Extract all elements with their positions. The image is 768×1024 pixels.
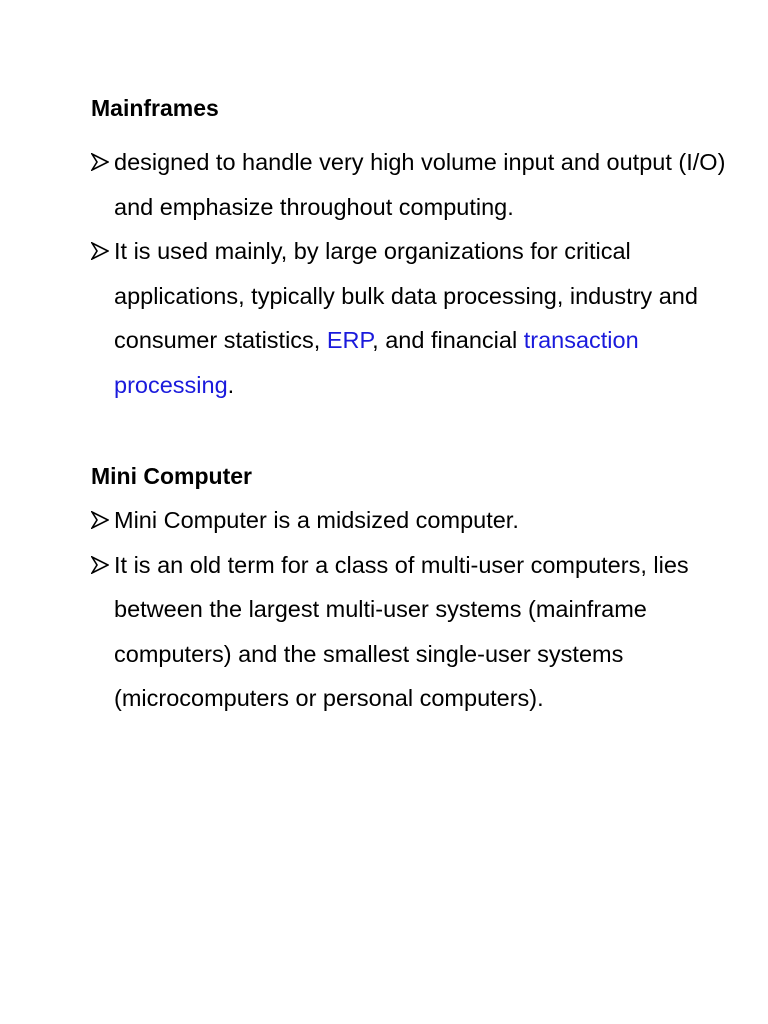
arrowhead-bullet-icon bbox=[91, 140, 111, 185]
heading-mini-computer: Mini Computer bbox=[91, 463, 252, 489]
transaction-processing-link[interactable]: transaction processing bbox=[114, 327, 639, 398]
erp-link[interactable]: ERP bbox=[326, 327, 373, 354]
heading-mainframes: Mainframes bbox=[91, 95, 219, 121]
mainframes-bullet-1-text: designed to handle very high volume input and output (I/O) and emphasize throughout computing. bbox=[114, 149, 726, 220]
mini-computer-bullet-2 bbox=[90, 543, 730, 721]
mainframes-bullet-2-text-before: It is used mainly, by large organizations for critical applications, typically bulk data processing, industry and consumer statistics, bbox=[114, 238, 698, 354]
mini-computer-bullet-2-text: It is an old term for a class of multi-user computers, lies between the largest multi-user systems (mainframe computers) and the smallest single-user systems (microcomputers or personal computers). bbox=[114, 551, 689, 712]
mini-computer-bullet-1 bbox=[90, 498, 730, 543]
mainframes-bullet-2 bbox=[90, 229, 730, 407]
mainframes-bullet-2-text-middle: , and financial bbox=[372, 327, 524, 354]
mainframes-bullet-list bbox=[90, 140, 730, 408]
arrowhead-bullet-icon bbox=[91, 229, 111, 274]
mini-computer-bullet-list bbox=[90, 498, 730, 721]
mainframes-bullet-1 bbox=[90, 140, 730, 229]
mini-computer-bullet-1-text: Mini Computer is a midsized computer. bbox=[114, 507, 519, 533]
mainframes-bullet-2-text-after: . bbox=[227, 371, 235, 398]
arrowhead-bullet-icon bbox=[91, 543, 111, 588]
arrowhead-bullet-icon bbox=[91, 498, 111, 543]
